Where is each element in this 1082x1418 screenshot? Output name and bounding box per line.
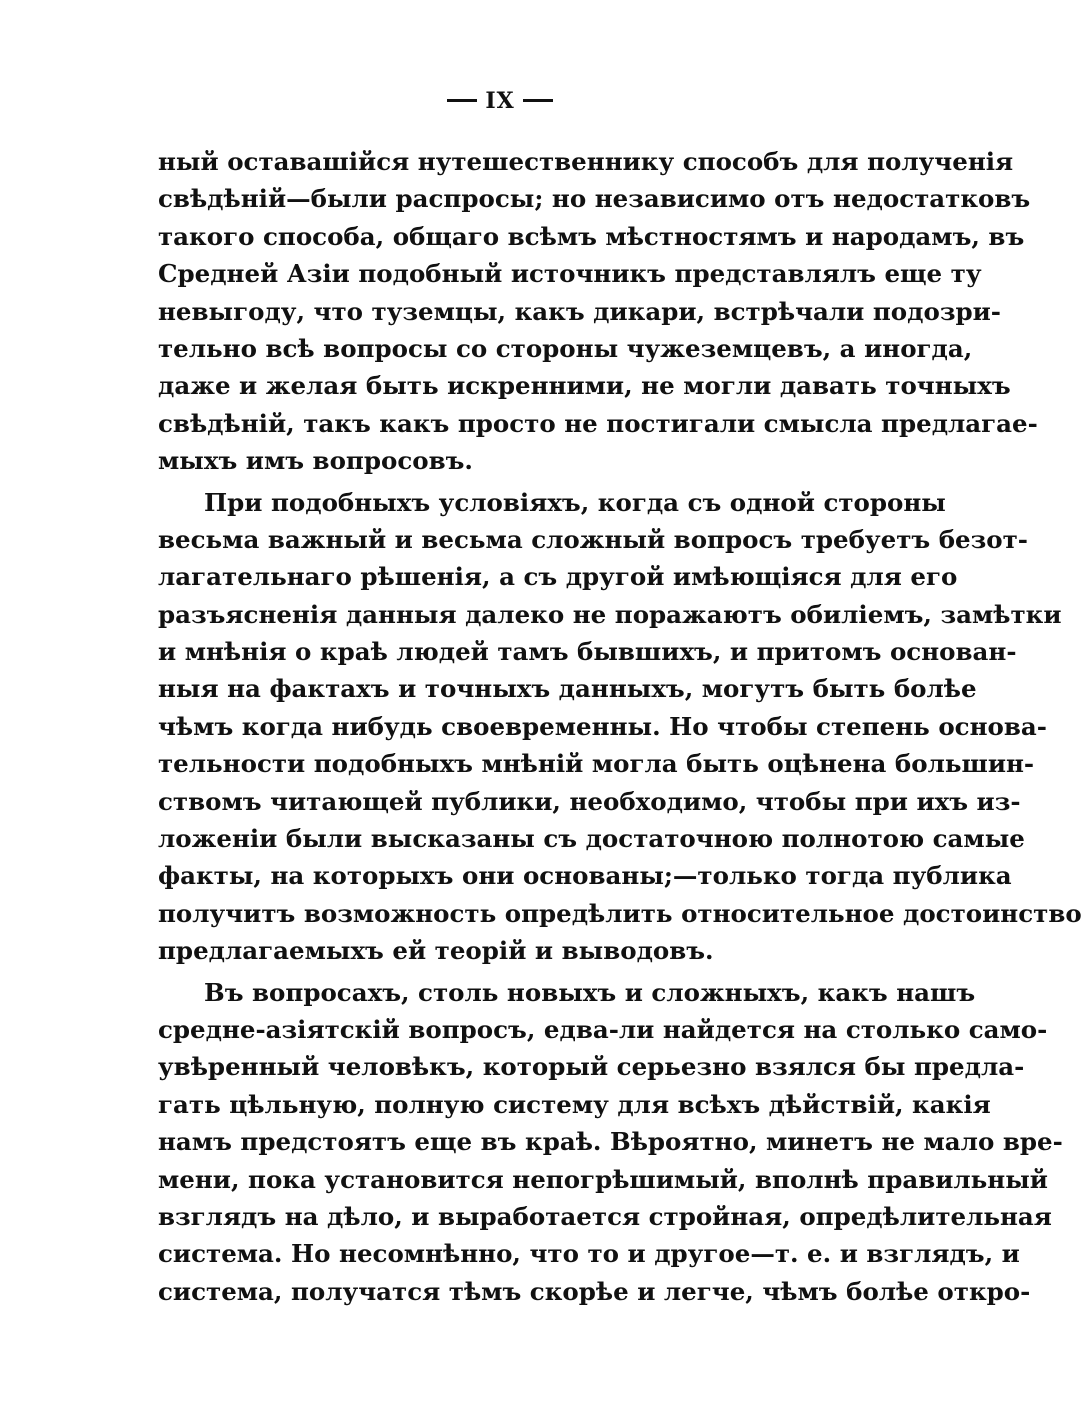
text-line: чѣмъ когда нибудь своевременны. Но чтобы степень основа- xyxy=(158,711,1047,741)
page-header xyxy=(0,88,1000,114)
text-line: весьма важный и весьма сложный вопросъ требуетъ безот- xyxy=(158,524,1028,554)
text-line: мыхъ имъ вопросовъ. xyxy=(158,446,473,476)
body-text xyxy=(158,143,1082,1310)
text-line: система. Но несомнѣнно, что то и другое—т. е. и взглядъ, и xyxy=(158,1239,1020,1269)
header-dash-right xyxy=(523,99,553,102)
text-line: ложеніи были высказаны съ достаточною полнотою самые xyxy=(158,824,1025,854)
text-line: увѣренный человѣкъ, который серьезно взялся бы предла- xyxy=(158,1052,1025,1082)
text-line: Въ вопросахъ, столь новыхъ и сложныхъ, какъ нашъ xyxy=(204,977,976,1007)
text-line: гать цѣльную, полную систему для всѣхъ дѣйствій, какія xyxy=(158,1089,991,1119)
paragraph-3 xyxy=(158,974,1063,1311)
text-line: получитъ возможность опредѣлить относительное достоинство xyxy=(158,898,1082,928)
text-line: факты, на которыхъ они основаны;—только тогда публика xyxy=(158,861,1012,891)
text-line: мени, пока установится непогрѣшимый, вполнѣ правильный xyxy=(158,1164,1048,1194)
text-line: предлагаемыхъ ей теорій и выводовъ. xyxy=(158,936,714,966)
text-line: Средней Азіи подобный источникъ представлялъ еще ту xyxy=(158,259,982,289)
text-line: лагательнаго рѣшенія, а съ другой имѣющіяся для его xyxy=(158,562,958,592)
text-line: невыгоду, что туземцы, какъ дикари, встрѣчали подозри- xyxy=(158,296,1001,326)
paragraph-1 xyxy=(158,143,1038,480)
text-line: средне-азіятскій вопросъ, едва-ли найдется на столько само- xyxy=(158,1014,1048,1044)
header-dash-left xyxy=(447,99,477,102)
text-line: и мнѣнія о краѣ людей тамъ бывшихъ, и притомъ основан- xyxy=(158,637,1017,667)
text-line: тельности подобныхъ мнѣній могла быть оцѣнена большин- xyxy=(158,749,1035,779)
text-line: свѣдѣній—были распросы; но независимо отъ недостатковъ xyxy=(158,184,1031,214)
text-line: намъ предстоятъ еще въ краѣ. Вѣроятно, минетъ не мало вре- xyxy=(158,1127,1063,1157)
text-line: ный оставашійся нутешественнику способъ для полученія xyxy=(158,147,1014,176)
paragraph-2 xyxy=(158,484,1082,970)
text-line: взглядъ на дѣло, и выработается стройная, опредѣлительная xyxy=(158,1201,1052,1231)
text-line: система, получатся тѣмъ скорѣе и легче, чѣмъ болѣе откро- xyxy=(158,1276,1031,1306)
text-line: свѣдѣній, такъ какъ просто не постигали смысла предлагае- xyxy=(158,408,1038,438)
text-line: При подобныхъ условіяхъ, когда съ одной стороны xyxy=(204,487,946,517)
text-line: ствомъ читающей публики, необходимо, чтобы при ихъ из- xyxy=(158,786,1021,816)
text-line: ныя на фактахъ и точныхъ данныхъ, могутъ быть болѣе xyxy=(158,674,977,704)
page-number: IX xyxy=(485,88,515,114)
text-line: даже и желая быть искренними, не могли давать точныхъ xyxy=(158,371,1011,401)
text-line: разъясненія данныя далеко не поражаютъ обиліемъ, замѣтки xyxy=(158,599,1062,629)
text-line: тельно всѣ вопросы со стороны чужеземцевъ, а иногда, xyxy=(158,333,973,363)
text-line: такого способа, общаго всѣмъ мѣстностямъ и народамъ, въ xyxy=(158,221,1025,251)
